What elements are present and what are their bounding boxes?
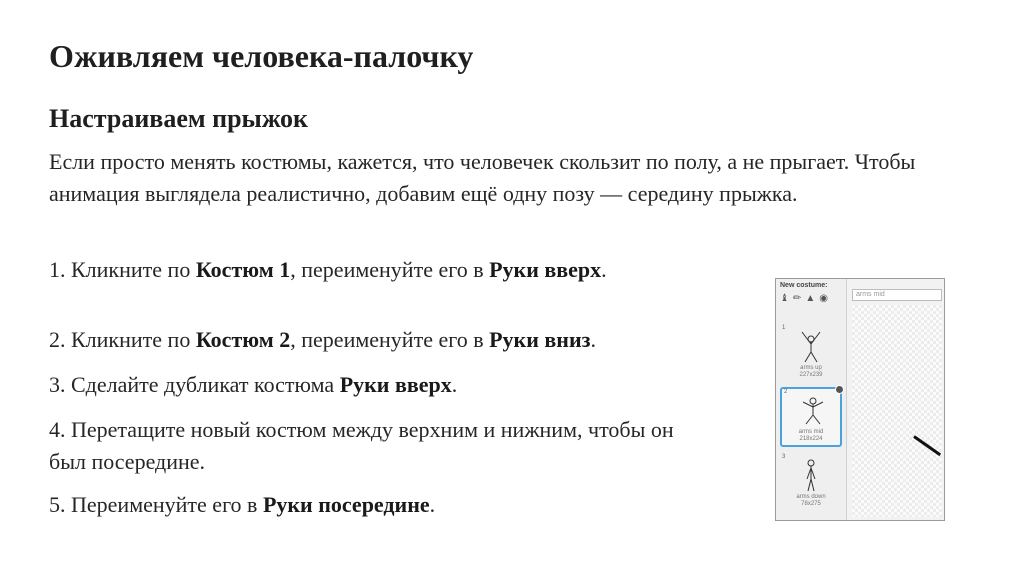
costume-name-field[interactable]: arms mid xyxy=(852,289,942,301)
person-icon[interactable]: ♝ xyxy=(780,293,789,304)
costume-name: arms down xyxy=(796,494,826,500)
step-5: 5. Переименуйте его в Руки посередине. xyxy=(49,492,436,517)
drawn-stroke xyxy=(913,435,941,456)
stick-figure-arms-up-icon xyxy=(798,329,824,363)
costume-panel-screenshot xyxy=(775,278,945,521)
camera-icon[interactable]: ◉ xyxy=(819,293,828,304)
step-2: 2. Кликните по Костюм 2, переименуйте его в Руки вниз. xyxy=(49,327,596,352)
new-costume-tools xyxy=(780,293,828,304)
delete-costume-icon[interactable] xyxy=(835,385,844,394)
paint-editor-canvas[interactable] xyxy=(852,305,942,517)
costume-list xyxy=(776,279,847,520)
costume-size: 227x239 xyxy=(799,372,823,378)
step-1: 1. Кликните по Костюм 1, переименуйте его в Руки вверх. xyxy=(49,257,607,282)
step-3: 3. Сделайте дубликат костюма Руки вверх. xyxy=(49,372,458,397)
upload-icon[interactable]: ▲ xyxy=(805,293,816,304)
costume-size: 218x224 xyxy=(799,436,823,442)
new-costume-label: New costume: xyxy=(780,282,828,289)
costume-thumb[interactable] xyxy=(780,454,842,514)
costume-number: 2 xyxy=(784,389,788,395)
costume-name: arms up xyxy=(800,365,822,371)
slide-title: Оживляем человека-палочку xyxy=(49,38,474,74)
stick-figure-arms-down-icon xyxy=(798,458,824,492)
costume-thumb-selected[interactable] xyxy=(780,387,842,447)
step-4: 4. Перетащите новый костюм между верхним и нижним, чтобы он был посередине. xyxy=(49,417,674,474)
costume-number: 1 xyxy=(782,325,786,331)
costume-size: 78x275 xyxy=(801,501,821,507)
brush-icon[interactable]: ✏ xyxy=(792,293,802,304)
costume-number: 3 xyxy=(782,454,786,460)
costume-name: arms mid xyxy=(798,429,824,435)
stick-figure-arms-mid-icon xyxy=(800,393,826,427)
intro-paragraph: Если просто менять костюмы, кажется, что человечек скользит по полу, а не прыгает. Чтобы анимация выглядела реалистично, добавим ещё одну позу — середину прыжка. xyxy=(49,149,916,206)
costume-thumb[interactable] xyxy=(780,325,842,385)
slide-subtitle: Настраиваем прыжок xyxy=(49,104,309,133)
